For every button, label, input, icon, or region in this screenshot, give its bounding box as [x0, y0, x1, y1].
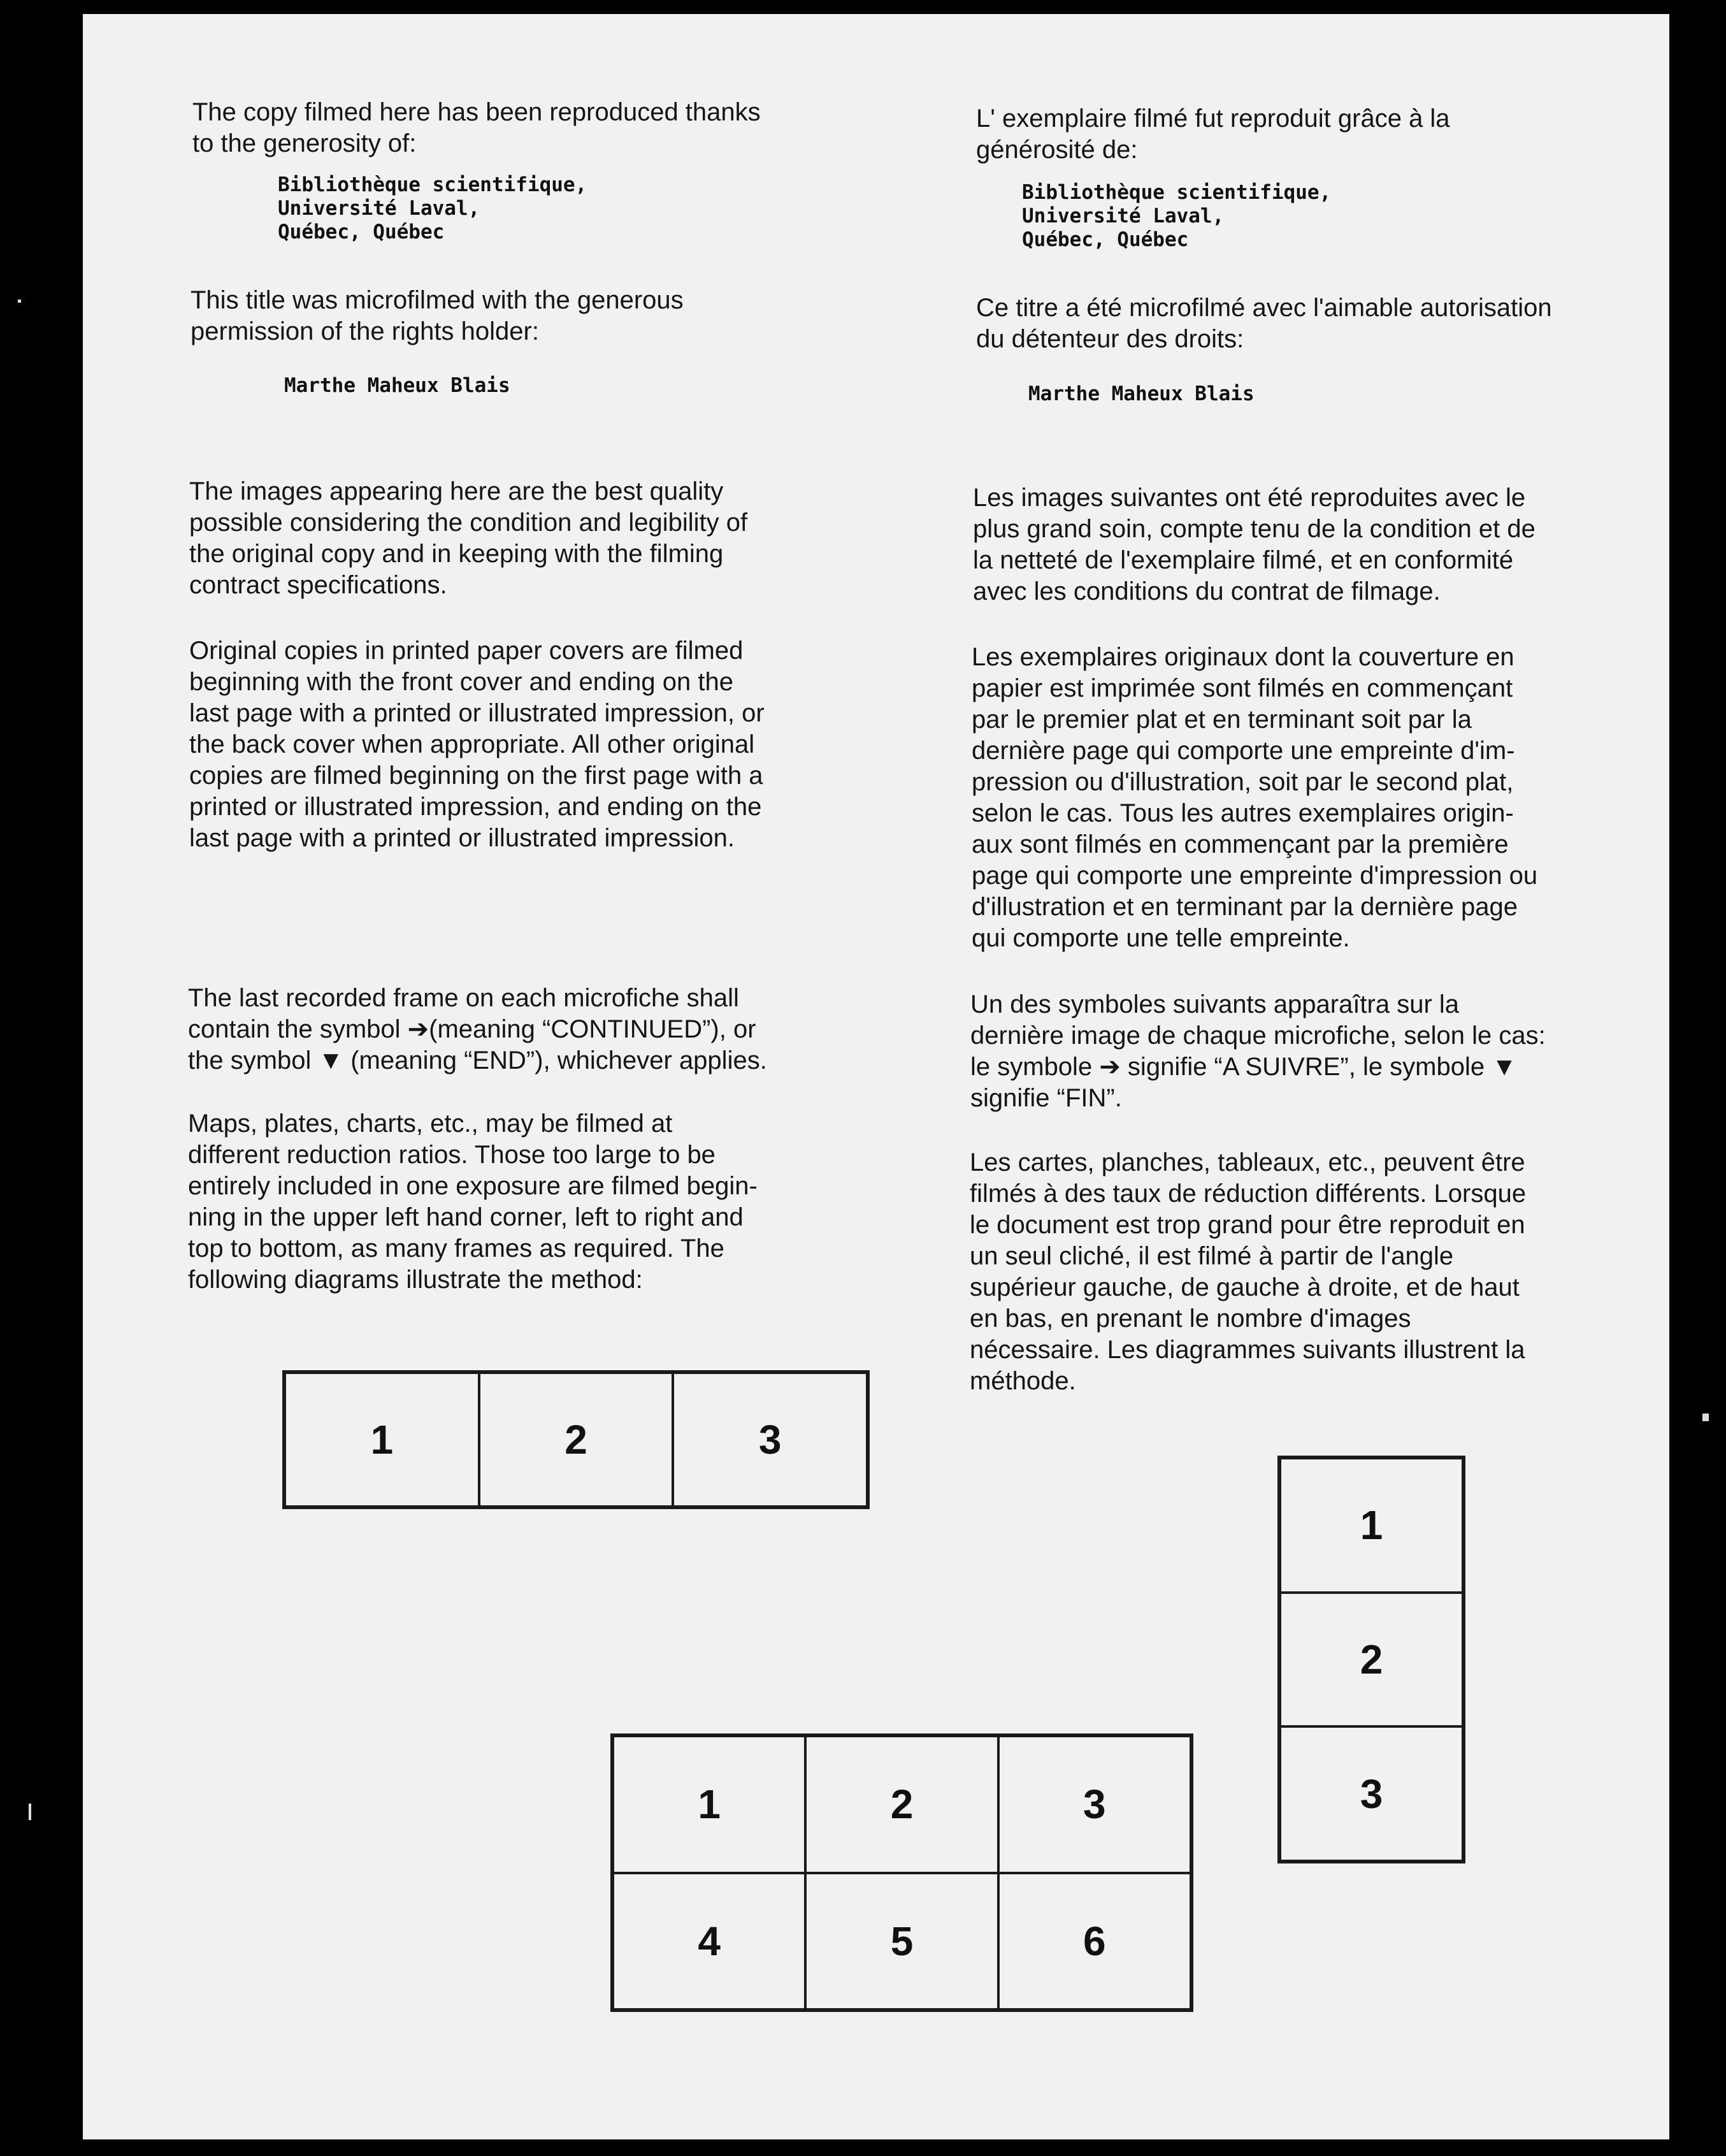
en-rights-holder: Marthe Maheux Blais — [284, 374, 510, 397]
diagram-grid-cell: 5 — [805, 1873, 998, 2010]
fr-rights-holder: Marthe Maheux Blais — [1028, 382, 1255, 405]
diagram-row-cell: 3 — [673, 1373, 867, 1507]
fr-institution-name: Bibliothèque scientifique, Université Laval, Québec, Québec — [1022, 181, 1332, 251]
diagram-column-cell: 2 — [1280, 1593, 1463, 1727]
diagram-grid-cell: 3 — [998, 1736, 1191, 1873]
diagram-column-cell: 1 — [1280, 1458, 1463, 1593]
diagram-grid — [610, 1733, 1193, 2012]
en-symbols-text: The last recorded frame on each microfiche shall contain the symbol ➔(meaning “CONTINUED”), or the symbol ▼ (meaning “END”), whichever applies. — [188, 984, 767, 1074]
en-original-copies-text: Original copies in printed paper covers are filmed beginning with the front cover and ending on the last page with a printed or illustrated impression, or the back cover when appropriate. All other original copies are filmed beginning on the first page with a printed or illustrated impression, and ending on the last page with a printed or illustrated impression. — [189, 637, 765, 852]
en-institution-name: Bibliothèque scientifique, Université Laval, Québec, Québec — [278, 173, 587, 243]
fr-generosity-text: L' exemplaire filmé fut reproduit grâce à la générosité de: — [976, 105, 1450, 164]
film-speck — [18, 300, 21, 303]
fr-maps-text: Les cartes, planches, tableaux, etc., peuvent être filmés à des taux de réduction différents. Lorsque le document est trop grand pour être reproduit en un seul cliché, il est filmé à partir de l'angle supérieur gauche, de gauche à droite, et de haut en bas, en prenant le nombre d'images nécessaire. Les diagrammes suivants illustrent la méthode. — [970, 1148, 1527, 1395]
en-image-quality-text: The images appearing here are the best quality possible considering the condition and legibility of the original copy and in keeping with the filming contract specifications. — [189, 477, 748, 599]
diagram-row-cell: 2 — [479, 1373, 673, 1507]
fr-symbols-text: Un des symboles suivants apparaîtra sur la dernière image de chaque microfiche, selon le cas: le symbole ➔ signifie “A SUIVRE”, le symbole ▼ signifie “FIN”. — [970, 990, 1546, 1112]
microfiche-target-page — [83, 14, 1669, 2139]
diagram-column — [1277, 1456, 1465, 1863]
diagram-grid-cell: 1 — [613, 1736, 805, 1873]
fr-permission-text: Ce titre a été microfilmé avec l'aimable autorisation du détenteur des droits: — [976, 294, 1552, 353]
diagram-grid-cell: 6 — [998, 1873, 1191, 2010]
en-permission-text: This title was microfilmed with the generous permission of the rights holder: — [191, 286, 684, 345]
diagram-row — [282, 1370, 870, 1509]
film-speck — [29, 1804, 31, 1820]
en-maps-text: Maps, plates, charts, etc., may be filmed at different reduction ratios. Those too large to be entirely included in one exposure are filmed begin- ning in the upper left hand corner, left to right and top to bottom, as many frames as required. The following diagrams illustrate the method: — [188, 1110, 758, 1294]
diagram-grid-cell: 4 — [613, 1873, 805, 2010]
fr-original-copies-text: Les exemplaires originaux dont la couverture en papier est imprimée sont filmés en commençant par le premier plat et en terminant soit par la dernière page qui comporte une empreinte d'im- pression ou d'illustration, soit par le second plat, selon le cas. Tous les autres exemplaires origin- aux sont filmés en commençant par la première page qui comporte une empreinte d'impression ou d'illustration et en terminant par la dernière page qui comporte une telle empreinte. — [972, 643, 1538, 952]
fr-image-quality-text: Les images suivantes ont été reproduites avec le plus grand soin, compte tenu de la condition et de la netteté de l'exemplaire filmé, et en conformité avec les conditions du contrat de filmage. — [973, 484, 1535, 605]
diagram-grid-cell: 2 — [805, 1736, 998, 1873]
diagram-row-cell: 1 — [285, 1373, 479, 1507]
film-speck — [1702, 1414, 1709, 1421]
diagram-column-cell: 3 — [1280, 1726, 1463, 1861]
en-generosity-text: The copy filmed here has been reproduced thanks to the generosity of: — [192, 98, 761, 157]
